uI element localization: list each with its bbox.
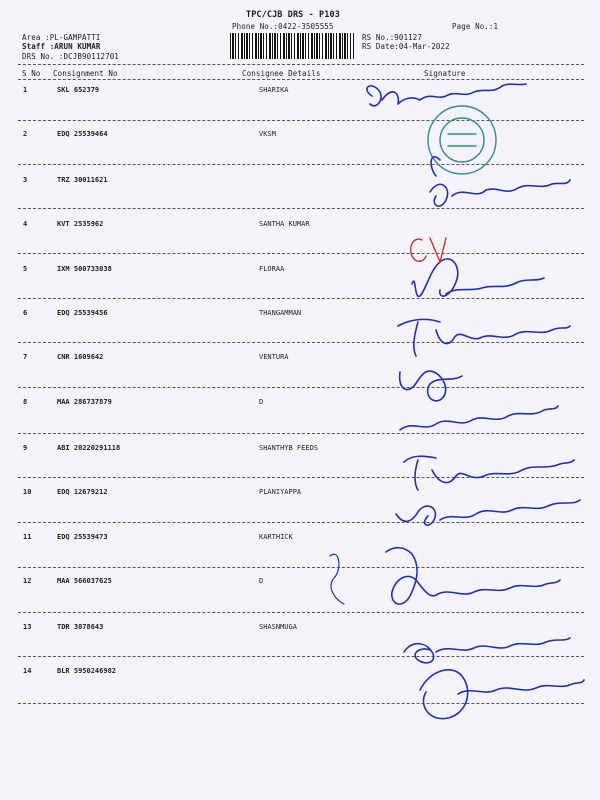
page-number: Page No.:1 bbox=[452, 22, 499, 31]
signature-scribble bbox=[404, 456, 574, 490]
row-divider bbox=[18, 477, 584, 478]
signature-scribble bbox=[386, 548, 560, 604]
row-divider bbox=[18, 164, 584, 165]
row-consignment: IXM 500733038 bbox=[57, 265, 112, 273]
row-sno: 9 bbox=[23, 444, 28, 452]
signature-scribble bbox=[400, 406, 558, 430]
row-consignment: EDQ 25539473 bbox=[57, 533, 108, 541]
row-divider bbox=[18, 208, 584, 209]
row-consignment: SKL 652379 bbox=[57, 86, 100, 94]
row-consignment: MAA 566037625 bbox=[57, 577, 112, 585]
row-sno: 11 bbox=[23, 533, 32, 541]
row-consignment: TRZ 30011621 bbox=[57, 176, 108, 184]
row-consignee: THANGAMMAN bbox=[259, 309, 302, 317]
signature-scribble bbox=[400, 371, 462, 401]
row-sno: 5 bbox=[23, 265, 28, 273]
row-sno: 3 bbox=[23, 176, 28, 184]
signature-scribble bbox=[367, 84, 526, 106]
signature-scribble bbox=[404, 638, 570, 663]
row-divider bbox=[18, 253, 584, 254]
row-consignment: EDQ 25539456 bbox=[57, 309, 108, 317]
area-field: Area :PL-GAMPATTI bbox=[22, 33, 101, 42]
row-consignee: KARTHICK bbox=[259, 533, 293, 541]
row-divider bbox=[18, 120, 584, 121]
row-consignment: TDR 3078643 bbox=[57, 623, 104, 631]
row-sno: 8 bbox=[23, 398, 28, 406]
header-divider-bottom bbox=[18, 79, 584, 80]
row-consignment: BLR 5950246982 bbox=[57, 667, 117, 675]
row-sno: 4 bbox=[23, 220, 28, 228]
row-consignee: VKSM bbox=[259, 130, 276, 138]
row-consignee: SHASNMUGA bbox=[259, 623, 297, 631]
row-consignee: VENTURA bbox=[259, 353, 289, 361]
column-signature: Signature bbox=[424, 69, 466, 78]
row-consignment: MAA 286737879 bbox=[57, 398, 112, 406]
sheet-title: TPC/CJB DRS - P103 bbox=[246, 10, 340, 20]
red-note-scribble bbox=[411, 238, 446, 262]
row-divider bbox=[18, 433, 584, 434]
row-consignment: EDQ 25539464 bbox=[57, 130, 108, 138]
row-consignee: FLORAA bbox=[259, 265, 285, 273]
row-divider bbox=[18, 342, 584, 343]
signature-scribble bbox=[412, 259, 544, 297]
row-divider bbox=[18, 298, 584, 299]
column-consignee: Consignee Details bbox=[242, 69, 321, 78]
row-divider bbox=[18, 387, 584, 388]
row-consignee: PLANIYAPPA bbox=[259, 488, 302, 496]
pen-mark bbox=[330, 554, 344, 604]
barcode bbox=[230, 33, 354, 59]
row-divider bbox=[18, 703, 584, 704]
row-sno: 2 bbox=[23, 130, 28, 138]
rs-date: RS Date:04-Mar-2022 bbox=[362, 42, 450, 51]
row-sno: 1 bbox=[23, 86, 28, 94]
row-sno: 6 bbox=[23, 309, 28, 317]
rs-number: RS No.:901127 bbox=[362, 33, 422, 42]
row-sno: 10 bbox=[23, 488, 32, 496]
row-consignee: D bbox=[259, 577, 264, 585]
header-divider-top bbox=[18, 64, 584, 65]
row-divider bbox=[18, 656, 584, 657]
row-consignee: SANTHA KUMAR bbox=[259, 220, 310, 228]
row-consignee: D bbox=[259, 398, 264, 406]
column-consignment: Consignment No bbox=[53, 69, 118, 78]
row-consignee: SHANTHYB FEEDS bbox=[259, 444, 319, 452]
staff-field: Staff :ARUN KUMAR bbox=[22, 42, 101, 51]
column-sno: S No bbox=[22, 69, 41, 78]
signature-scribble bbox=[398, 319, 570, 356]
row-sno: 7 bbox=[23, 353, 28, 361]
row-sno: 14 bbox=[23, 667, 32, 675]
row-consignment: ABI 20220291118 bbox=[57, 444, 121, 452]
phone-number: Phone No.:0422-3505555 bbox=[232, 22, 334, 31]
drs-number: DRS No. :DCJB90112701 bbox=[22, 52, 119, 61]
row-divider bbox=[18, 612, 584, 613]
row-consignee: SHARIKA bbox=[259, 86, 289, 94]
row-sno: 13 bbox=[23, 623, 32, 631]
row-divider bbox=[18, 567, 584, 568]
signature-scribble bbox=[420, 670, 584, 719]
row-consignment: CNR 1609642 bbox=[57, 353, 104, 361]
row-divider bbox=[18, 522, 584, 523]
row-sno: 12 bbox=[23, 577, 32, 585]
row-consignment: EDQ 12679212 bbox=[57, 488, 108, 496]
row-consignment: KVT 2535962 bbox=[57, 220, 104, 228]
